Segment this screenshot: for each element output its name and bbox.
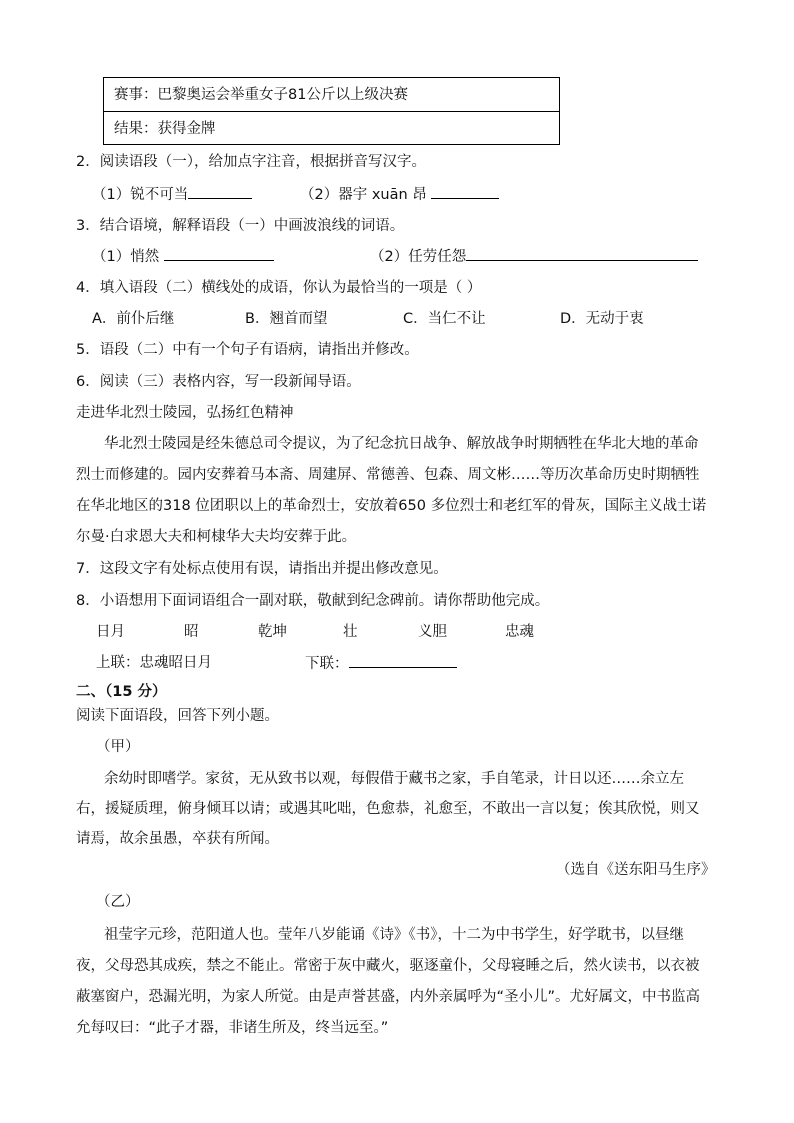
- table-row-result: 结果：获得金牌: [114, 121, 216, 137]
- passage-line-4: 尔曼·白求恩大夫和柯棣华大夫均安葬于此。: [76, 529, 357, 545]
- question-4-stem: 4．填入语段（二）横线处的成语，你认为最恰当的一项是（ ）: [76, 280, 482, 296]
- couplet-word: 忠魂: [505, 624, 534, 640]
- question-8-stem: 8．小语想用下面词语组合一副对联，敬献到纪念碑前。请你帮助他完成。: [76, 593, 550, 609]
- passage-yi-line-1: 祖莹字元珍，范阳道人也。莹年八岁能诵《诗》《书》，十二为中书学生，好学耽书，以昼继: [104, 927, 684, 943]
- question-6: 6．阅读（三）表格内容，写一段新闻导语。: [76, 374, 361, 390]
- question-3-item-2-label: （2）任劳任怨: [370, 249, 467, 265]
- couplet-lower-label: 下联：: [305, 656, 349, 672]
- answer-blank: [431, 184, 499, 199]
- question-3-item-2: [370, 246, 698, 267]
- passage-yi-line-3: 蔽塞窗户，恐漏光明，为家人所觉。由是声誉甚盛，内外亲属呼为“圣小儿”。尤好属文，中书监高: [76, 989, 701, 1005]
- couplet-word: 义胆: [418, 624, 447, 640]
- passage-jia-label: （甲）: [96, 739, 140, 755]
- table-divider: [104, 111, 559, 112]
- couplet-word: 昭: [184, 624, 199, 640]
- question-4-option-c: C．当仁不让: [403, 311, 486, 327]
- question-3-item-1-label: （1）悄然: [92, 249, 160, 265]
- passage-jia-line-2: 右，援疑质理，俯身倾耳以请；或遇其叱咄，色愈恭，礼愈至，不敢出一言以复；俟其欣悦，则又: [76, 801, 700, 817]
- question-2-item-2: [300, 184, 499, 205]
- question-7: 7．这段文字有处标点使用有误，请指出并提出修改意见。: [76, 561, 448, 577]
- question-2-item-1: [92, 184, 252, 205]
- answer-blank: [188, 184, 252, 199]
- info-table: [103, 77, 560, 145]
- question-4-option-a: A．前仆后继: [92, 311, 175, 327]
- couplet-upper: 上联：忠魂昭日月: [96, 655, 212, 671]
- passage-line-1: 华北烈士陵园是经朱德总司令提议，为了纪念抗日战争、解放战争时期牺牲在华北大地的革命: [104, 436, 699, 452]
- couplet-word: 日月: [96, 624, 125, 640]
- question-4-option-d: D．无动于衷: [560, 311, 644, 327]
- answer-blank: [466, 246, 698, 261]
- passage-yi-line-4: 允每叹曰：“此子才器，非诸生所及，终当远至。”: [76, 1020, 389, 1036]
- question-5: 5．语段（二）中有一个句子有语病，请指出并修改。: [76, 342, 419, 358]
- question-2-item-2-label: （2）器宇 xuān 昂: [300, 187, 427, 203]
- couplet-word: 乾坤: [258, 624, 287, 640]
- passage-line-3: 在华北地区的318 位团职以上的革命烈士，安放着650 多位烈士和老红军的骨灰，国际主义战士诺: [76, 498, 707, 514]
- table-row-event: 赛事：巴黎奥运会举重女子81公斤以上级决赛: [114, 87, 408, 103]
- answer-blank: [164, 246, 274, 261]
- question-2-item-1-label: （1）锐不可当: [92, 187, 189, 203]
- couplet-word: 壮: [343, 624, 358, 640]
- passage-yi-label: （乙）: [96, 894, 140, 910]
- question-3-stem: 3．结合语境，解释语段（一）中画波浪线的词语。: [76, 218, 405, 234]
- passage-line-2: 烈士而修建的。园内安葬着马本斋、周建屏、常德善、包森、周文彬……等历次革命历史时期牺牲: [76, 467, 700, 483]
- couplet-lower: [305, 653, 457, 674]
- passage-title: 走进华北烈士陵园，弘扬红色精神: [76, 405, 294, 421]
- question-3-item-1: [92, 246, 274, 267]
- section-2-instruction: 阅读下面语段，回答下列小题。: [76, 708, 279, 724]
- passage-jia-line-3: 请焉，故余虽愚，卒获有所闻。: [76, 831, 279, 847]
- answer-blank: [349, 653, 457, 668]
- passage-jia-source: （选自《送东阳马生序》: [556, 862, 716, 878]
- passage-jia-line-1: 余幼时即嗜学。家贫，无从致书以观，每假借于藏书之家，手自笔录，计日以还……余立左: [104, 771, 684, 787]
- question-4-option-b: B．翘首而望: [245, 311, 328, 327]
- question-2-stem: 2．阅读语段（一），给加点字注音，根据拼音写汉字。: [76, 154, 426, 170]
- section-2-heading: 二、（15 分）: [76, 684, 167, 700]
- passage-yi-line-2: 夜，父母恐其成疾，禁之不能止。常密于灰中藏火，驱逐童仆，父母寝睡之后，然火读书，以衣被: [76, 958, 700, 974]
